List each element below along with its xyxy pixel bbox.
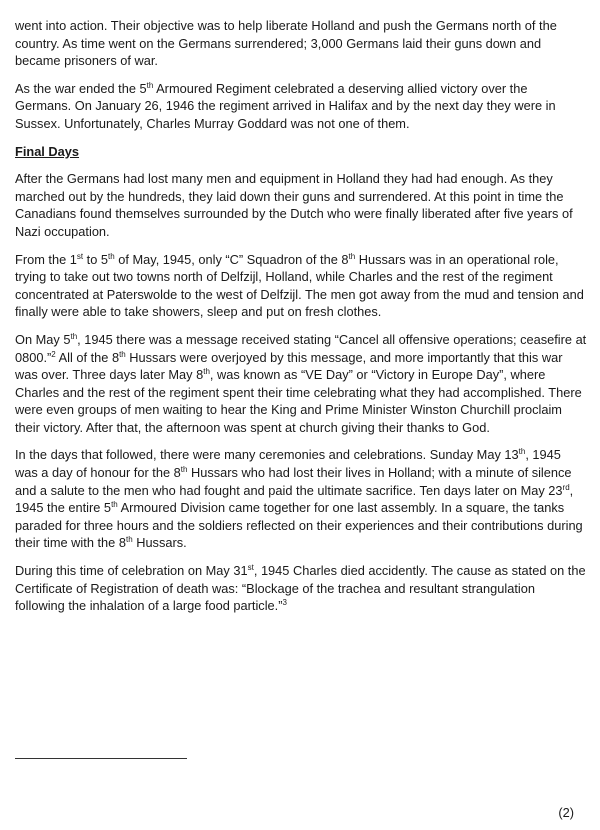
paragraph [15,80,587,133]
paragraph [15,446,587,552]
paragraph-text: After the Germans had lost many men and equipment in Holland they had had enough. As they marched out by the hundreds, they laid down their guns and surrendered. At this point in time the Canadians found themselves surrounded by the Dutch who were finally liberated after five years of Nazi occupation. [15,171,573,239]
paragraph-text: During this time of celebration on May 31 [15,563,248,579]
ordinal-suffix: th [70,331,78,341]
paragraph-text: went into action. Their objective was to help liberate Holland and push the Germans north of the country. As time went on the Germans surrendered; 3,000 Germans laid their guns down and became prisoners of war. [15,18,557,69]
paragraph-text: of May, 1945, only “C” Squadron of the 8 [114,251,349,267]
paragraph-text: , 1945 there was a message received stating “Cancel all offensive operations; ceasefire at 0800.” [15,331,587,365]
page-number: (2) [558,805,574,820]
paragraph-text: Hussars were overjoyed by this message, and more importantly that this war was over. Three days later May 8 [15,349,563,383]
paragraph-text: , 1945 Charles died accidently. The cause as stated on the Certificate of Registration of death was: “Blockage of the trachea and resultant strangulation following the inhalation of a large food particle.” [15,563,586,614]
ordinal-suffix: th [111,500,118,510]
paragraph [15,17,587,70]
ordinal-suffix: th [348,251,356,261]
paragraph-text: Hussars who had lost their lives in Holland; with a minute of silence and a salute to the men who had fought and paid the ultimate sacrifice. Ten days later on May 23 [15,465,572,498]
paragraph-text: All of the 8 [55,349,120,365]
paragraph-text: Hussars was in an operational role, trying to take out two towns north of Delfzijl, Holland, while Charles and the rest of the regiment concentrated at Paterswolde to the west of Delfzijl. The men got away from the mud and tension and finally were able to take showers, sleep and put on fresh clothes. [15,251,584,320]
ordinal-suffix: th [146,80,154,90]
paragraph-text: , 1945 the entire 5 [15,482,574,516]
paragraph [15,331,587,437]
ordinal-suffix: th [518,447,526,457]
paragraph-text: Hussars. [132,535,187,551]
footnote-separator [15,758,187,759]
footnote-ref[interactable]: 2 [51,349,56,359]
ordinal-suffix: th [203,367,210,377]
paragraph [15,562,587,615]
paragraph-text: Armoured Regiment celebrated a deserving allied victory over the Germans. On January 26, 1946 the regiment arrived in Halifax and by the next day they were in Sussex. Unfortunately, Charles Murray Goddard was not one of them. [15,80,556,131]
paragraph-text: , 1945 was a day of honour for the 8 [15,447,561,481]
ordinal-suffix: st [76,251,84,261]
ordinal-suffix: st [247,563,254,573]
paragraph-text: As the war ended the 5 [15,80,147,96]
ordinal-suffix: th [125,535,133,545]
paragraph-text: to 5 [83,251,109,267]
paragraph-text: Armoured Division came together for one last assembly. In a square, the tanks paraded for three hours and the soldiers reflected on their experiences and their contributions during their time with the 8 [15,500,583,551]
paragraph [15,170,587,240]
ordinal-suffix: th [119,349,126,359]
paragraph-text: In the days that followed, there were many ceremonies and celebrations. Sunday May 13 [15,447,519,463]
document-body [15,17,587,615]
paragraph-text: , was known as “VE Day” or “Victory in Europe Day”, where Charles and the rest of the regiment spent their time celebrating what they had accomplished. There were even groups of men waiting to hear the King and Prime Minister Winston Churchill proclaim their victory. After that, the afternoon was spent at church giving their thanks to God. [15,367,582,435]
ordinal-suffix: rd [562,482,570,492]
section-heading: Final Days [15,143,80,159]
paragraph-text: On May 5 [15,331,71,347]
paragraph-text: From the 1 [15,251,77,267]
ordinal-suffix: th [180,465,188,475]
ordinal-suffix: th [108,251,115,261]
footnote-ref[interactable]: 3 [282,598,287,608]
paragraph [15,251,587,321]
